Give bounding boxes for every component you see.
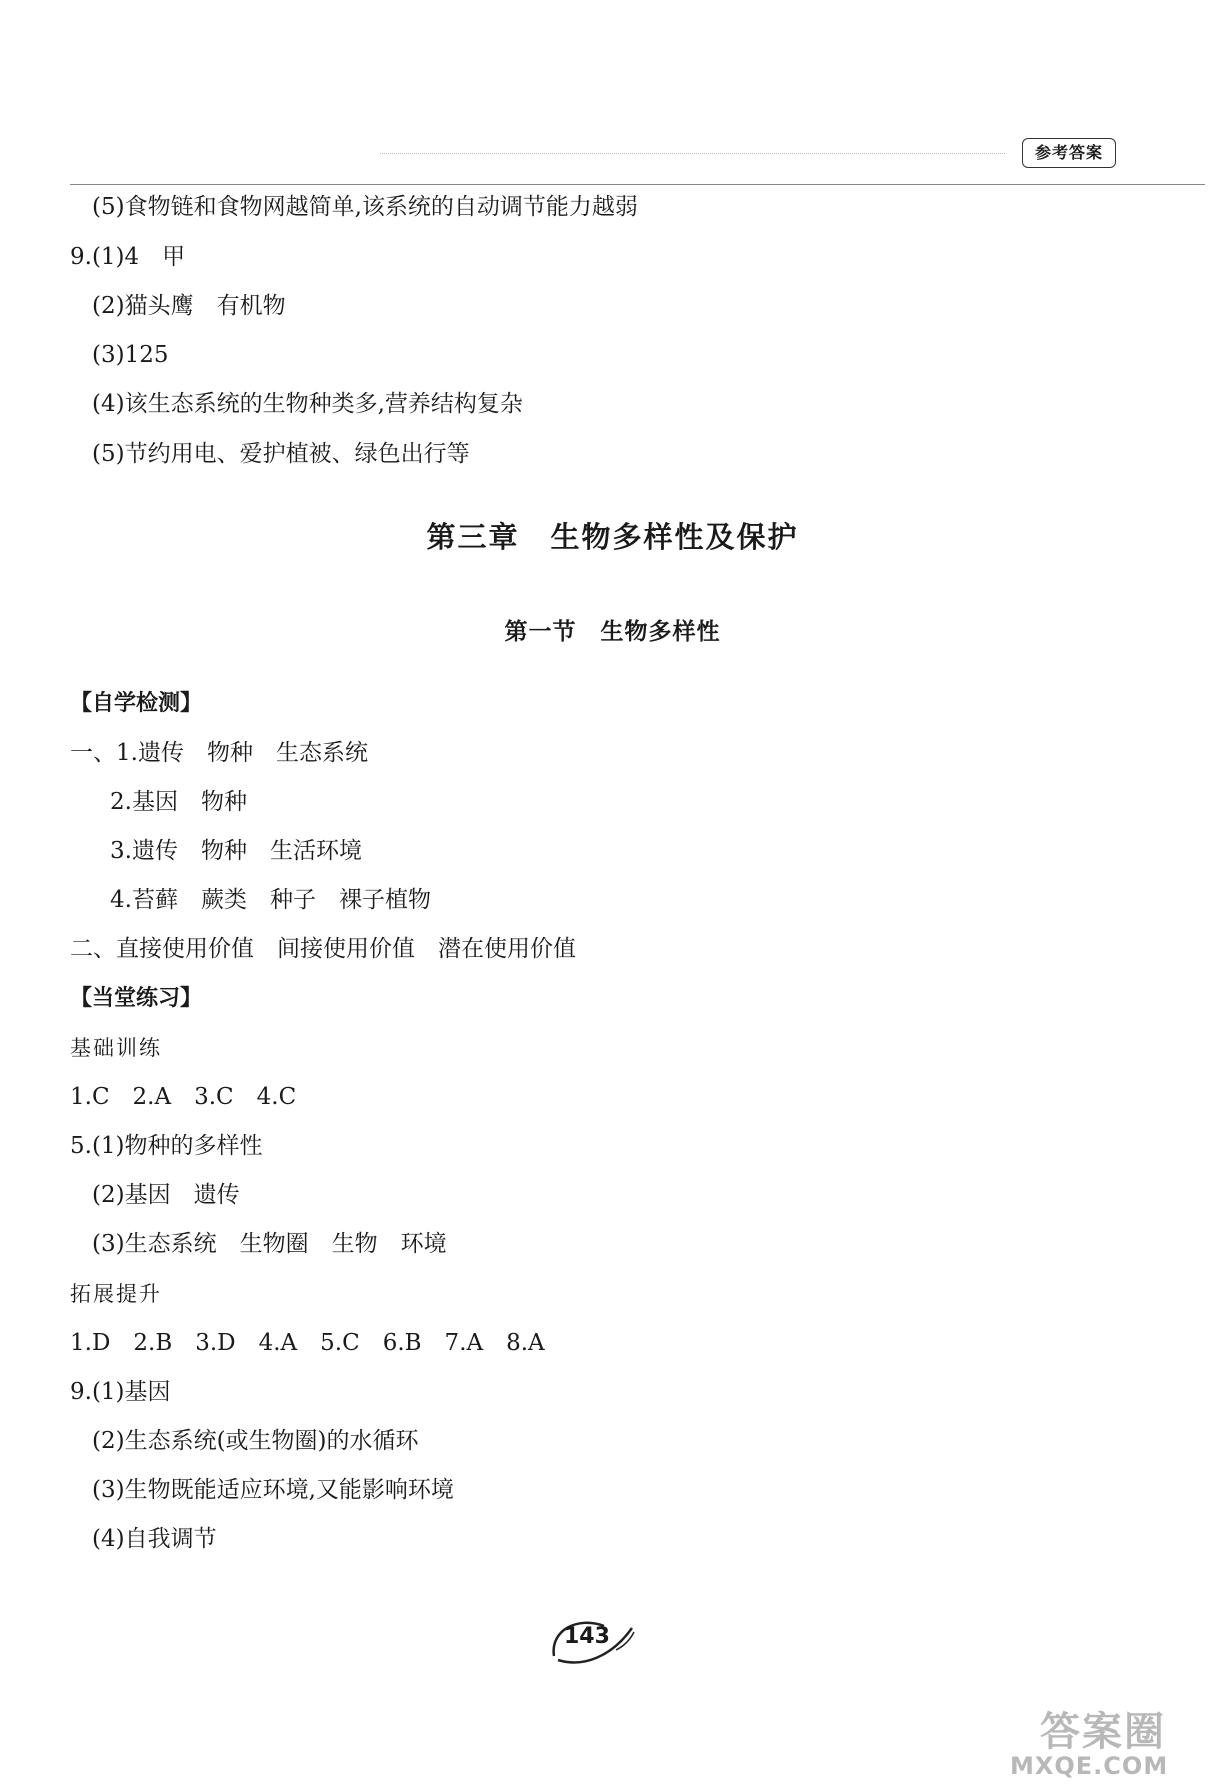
basic-training-label: 基础训练: [70, 1036, 162, 1060]
header-dotted-rule: [380, 153, 1005, 154]
self-check-line: 4.苔藓 蕨类 种子 裸子植物: [110, 887, 431, 913]
page-number: [548, 1610, 638, 1670]
watermark-bottom: MXQE.COM: [1010, 1752, 1169, 1780]
extension-line: 1.D 2.B 3.D 4.A 5.C 6.B 7.A 8.A: [70, 1330, 545, 1356]
self-check-line: 一、1.遗传 物种 生态系统: [70, 740, 368, 766]
answer-line: 9.(1)4 甲: [70, 244, 186, 270]
answer-line: (2)猫头鹰 有机物: [92, 293, 286, 319]
answer-line: (5)食物链和食物网越简单,该系统的自动调节能力越弱: [92, 194, 638, 220]
self-check-label: 【自学检测】: [70, 691, 203, 716]
answer-line: (3)125: [92, 342, 169, 368]
basic-line: (2)基因 遗传: [92, 1182, 240, 1208]
extension-label: 拓展提升: [70, 1282, 162, 1306]
basic-line: (3)生态系统 生物圈 生物 环境: [92, 1231, 447, 1257]
extension-line: (3)生物既能适应环境,又能影响环境: [92, 1477, 454, 1503]
answer-line: (5)节约用电、爱护植被、绿色出行等: [92, 441, 470, 467]
watermark: [1000, 1700, 1210, 1780]
extension-line: (4)自我调节: [92, 1526, 217, 1552]
extension-line: 9.(1)基因: [70, 1379, 171, 1405]
self-check-line: 3.遗传 物种 生活环境: [110, 838, 362, 864]
self-check-line: 2.基因 物种: [110, 789, 247, 815]
basic-line: 1.C 2.A 3.C 4.C: [70, 1084, 297, 1110]
basic-line: 5.(1)物种的多样性: [70, 1133, 263, 1159]
page-number-text: 143: [564, 1624, 610, 1649]
extension-line: (2)生态系统(或生物圈)的水循环: [92, 1428, 419, 1454]
watermark-top: 答案圈: [1040, 1709, 1166, 1755]
answer-line: (4)该生态系统的生物种类多,营养结构复杂: [92, 391, 523, 417]
chapter-title: 第三章 生物多样性及保护: [426, 520, 799, 554]
self-check-line: 二、直接使用价值 间接使用价值 潜在使用价值: [70, 936, 576, 962]
header-rule: [70, 184, 1205, 185]
answer-key-badge: 参考答案: [1022, 138, 1116, 168]
class-practice-label: 【当堂练习】: [70, 986, 203, 1011]
section-title: 第一节 生物多样性: [504, 619, 721, 645]
